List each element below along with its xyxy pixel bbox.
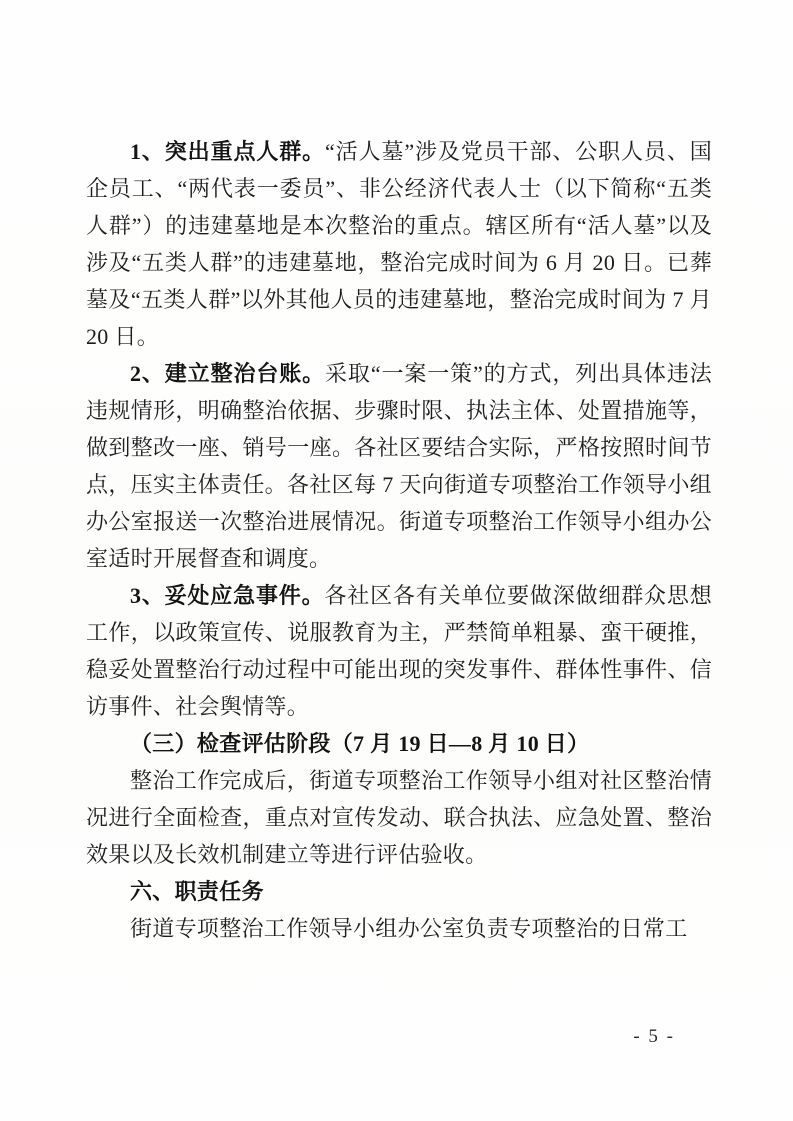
paragraph-text: 各社区各有关单位要做深做细群众思想工作，以政策宣传、说服教育为主，严禁简单粗暴、蛮干硬推，稳妥处置整治行动过程中可能出现的突发事件、群体性事件、信访事件、社会舆情等。 [86, 583, 712, 719]
paragraph-daily-work [86, 910, 712, 947]
paragraph-inspection [86, 762, 712, 873]
paragraph-text: 整治工作完成后，街道专项整治工作领导小组对社区整治情况进行全面检查，重点对宣传发动、联合执法、应急处置、整治效果以及长效机制建立等进行评估验收。 [86, 768, 712, 867]
paragraph-ledger [86, 355, 712, 577]
heading-text: （三）检查评估阶段（7 月 19 日—8 月 10 日） [130, 731, 590, 756]
paragraph-lead: 2、建立整治台账。 [130, 361, 326, 386]
document-body [86, 133, 712, 947]
paragraph-text: 采取“一案一策”的方式，列出具体违法违规情形，明确整治依据、步骤时限、执法主体、处置措施等，做到整改一座、销号一座。各社区要结合实际，严格按照时间节点，压实主体责任。各社区每 7 天向街道专项整治工作领导小组办公室报送一次整治进展情况。街道专项整治工作领导小组办公室适时开展督查和调度。 [86, 361, 713, 571]
heading-text: 六、职责任务 [130, 879, 264, 904]
heading-duties [86, 873, 712, 910]
page-number: - 5 - [633, 1026, 675, 1047]
paragraph-lead: 1、突出重点人群。 [130, 139, 326, 164]
paragraph-text: 街道专项整治工作领导小组办公室负责专项整治的日常工 [130, 916, 688, 941]
paragraph-text: “活人墓”涉及党员干部、公职人员、国企员工、“两代表一委员”、非公经济代表人士（以下简称“五类人群”）的违建墓地是本次整治的重点。辖区所有“活人墓”以及涉及“五类人群”的违建墓地，整治完成时间为 6 月 20 日。已葬墓及“五类人群”以外其他人员的违建墓地，整治完成时间为 7 月 20 日。 [86, 139, 713, 349]
heading-inspection-phase [86, 725, 712, 762]
paragraph-emergency [86, 577, 712, 725]
paragraph-lead: 3、妥处应急事件。 [130, 583, 325, 608]
paragraph-key-groups [86, 133, 712, 355]
